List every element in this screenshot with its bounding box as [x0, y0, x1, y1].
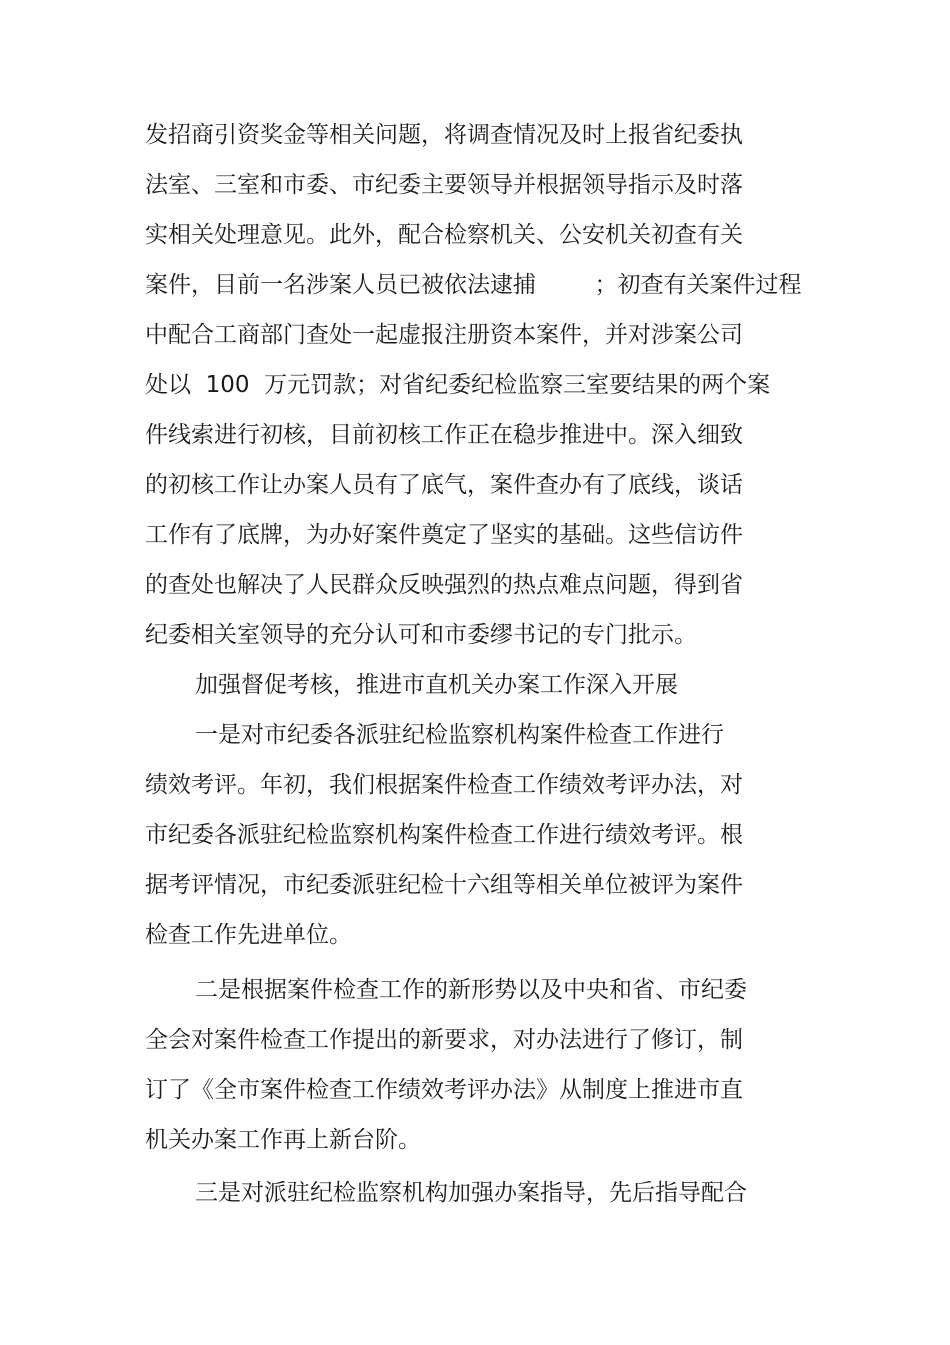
- text-line: 市纪委各派驻纪检监察机构案件检查工作进行绩效考评。根: [145, 822, 743, 848]
- text-line: 纪委相关室领导的充分认可和市委缪书记的专门批示。: [145, 622, 697, 648]
- section-heading: 加强督促考核，推进市直机关办案工作深入开展: [195, 672, 678, 698]
- text-line: 实相关处理意见。此外，配合检察机关、公安机关初查有关: [145, 222, 743, 248]
- text-line: 案件，目前一名涉案人员已被依法逮捕 ；初查有关案件过程: [145, 272, 802, 298]
- text-line: 机关办案工作再上新台阶。: [145, 1127, 421, 1153]
- text-line: 的初核工作让办案人员有了底气，案件查办有了底线，谈话: [145, 472, 743, 498]
- text-line: 件线索进行初核，目前初核工作正在稳步推进中。深入细致: [145, 422, 743, 448]
- text-line: 处以 100 万元罚款；对省纪委纪检监察三室要结果的两个案: [145, 372, 771, 398]
- text-line: 据考评情况，市纪委派驻纪检十六组等相关单位被评为案件: [145, 872, 743, 898]
- text-line: 绩效考评。年初，我们根据案件检查工作绩效考评办法，对: [145, 772, 743, 798]
- text-line: 订了《全市案件检查工作绩效考评办法》从制度上推进市直: [145, 1077, 743, 1103]
- text-line: 发招商引资奖金等相关问题，将调查情况及时上报省纪委执: [145, 122, 743, 148]
- text-line: 三是对派驻纪检监察机构加强办案指导，先后指导配合: [195, 1180, 747, 1206]
- text-line: 的查处也解决了人民群众反映强烈的热点难点问题，得到省: [145, 572, 743, 598]
- text-line: 二是根据案件检查工作的新形势以及中央和省、市纪委: [195, 977, 747, 1003]
- text-line: 一是对市纪委各派驻纪检监察机构案件检查工作进行: [195, 722, 724, 748]
- text-line: 中配合工商部门查处一起虚报注册资本案件，并对涉案公司: [145, 322, 743, 348]
- text-line: 法室、三室和市委、市纪委主要领导并根据领导指示及时落: [145, 172, 743, 198]
- text-line: 工作有了底牌，为办好案件奠定了坚实的基础。这些信访件: [145, 522, 743, 548]
- text-line: 检查工作先进单位。: [145, 922, 352, 948]
- text-line: 全会对案件检查工作提出的新要求，对办法进行了修订，制: [145, 1027, 743, 1053]
